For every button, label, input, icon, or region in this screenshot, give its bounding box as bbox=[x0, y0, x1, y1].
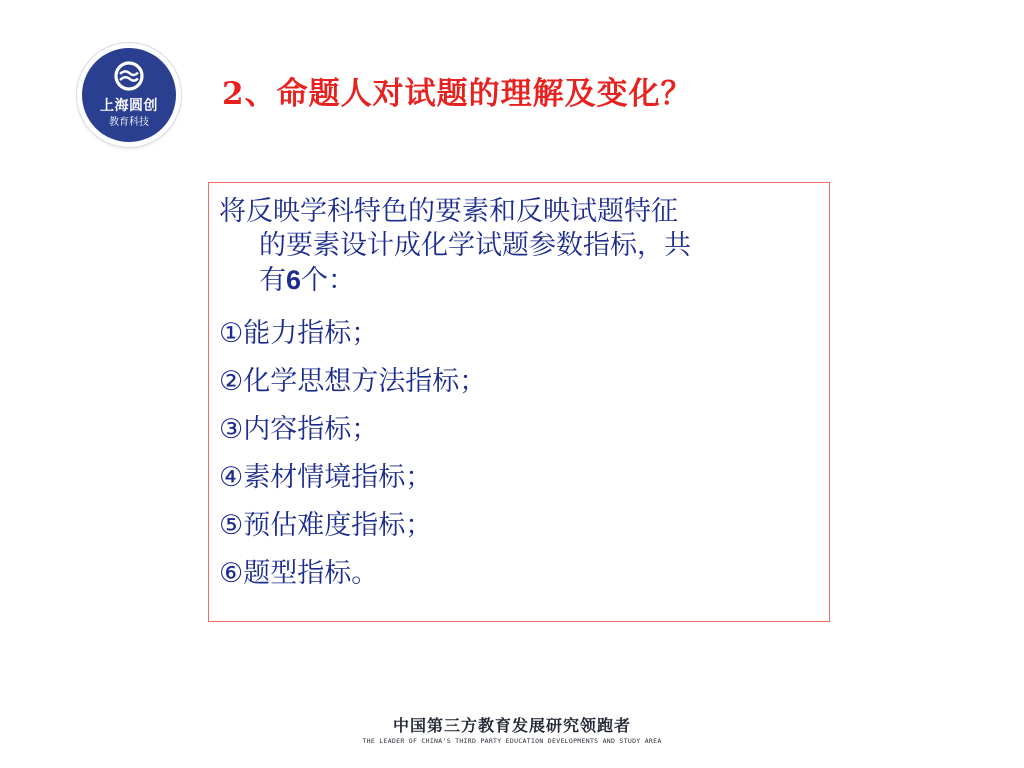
list-item: ①能力指标； bbox=[219, 318, 379, 349]
footer-slogan bbox=[0, 716, 1024, 746]
list-item: ②化学思想方法指标； bbox=[219, 366, 487, 397]
indicator-list bbox=[219, 317, 486, 605]
logo-company-name: 上海圆创 bbox=[100, 98, 158, 114]
company-logo bbox=[77, 43, 181, 147]
intro-line-1: 将反映学科特色的要素和反映试题特征 bbox=[219, 196, 678, 227]
list-item: ④素材情境指标； bbox=[219, 462, 433, 493]
list-item: ⑥题型指标。 bbox=[219, 558, 379, 589]
logo-company-subtitle: 教育科技 bbox=[109, 117, 149, 128]
logo-badge bbox=[82, 48, 176, 142]
slide-title: 2、命题人对试题的理解及变化？ bbox=[222, 76, 693, 112]
intro-line-3 bbox=[259, 263, 813, 298]
indicator-count: 6 bbox=[286, 265, 302, 295]
list-item: ③内容指标； bbox=[219, 414, 379, 445]
swirl-logo-icon bbox=[113, 60, 145, 92]
content-box bbox=[208, 182, 830, 622]
intro-line-2: 的要素设计成化学试题参数指标，共 bbox=[259, 230, 691, 261]
list-item: ⑤预估难度指标； bbox=[219, 510, 433, 541]
intro-line-3-prefix: 有 bbox=[259, 265, 286, 296]
footer-slogan-cn: 中国第三方教育发展研究领跑者 bbox=[392, 716, 631, 735]
intro-paragraph bbox=[179, 195, 813, 298]
footer-slogan-en: THE LEADER OF CHINA'S THIRD PARTY EDUCATION DEVELOPMENTS AND STUDY AREA bbox=[362, 737, 662, 745]
intro-line-3-suffix: 个： bbox=[301, 265, 356, 296]
